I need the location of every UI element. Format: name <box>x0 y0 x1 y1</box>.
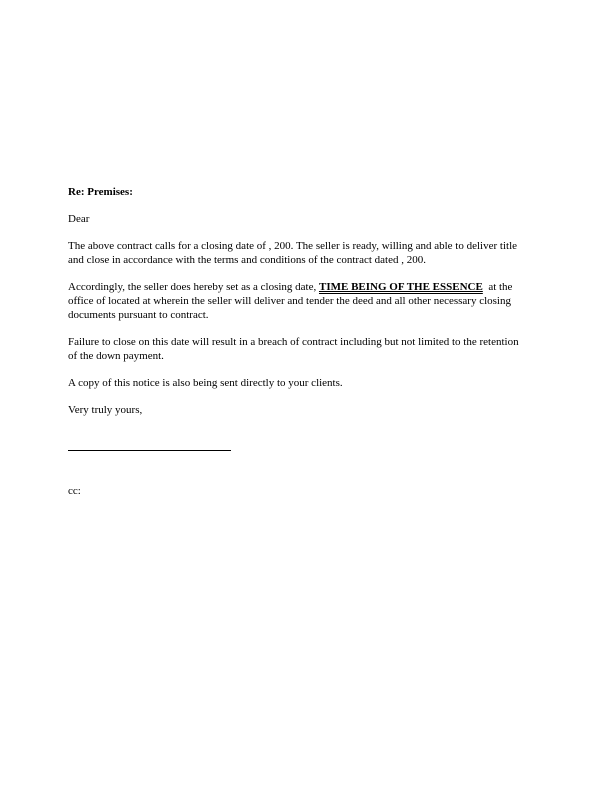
paragraph-text-after: at the office of located at wherein the seller will deliver and tender the deed and all other necessary closing documents pursuant to contract. <box>68 281 516 321</box>
letter-heading: Re: Premises: <box>68 186 133 198</box>
paragraph-breach-warning: Failure to close on this date will result in a breach of contract including but not limited to the retention of the down payment. <box>68 336 519 362</box>
cc-line: cc: <box>68 485 81 497</box>
paragraph-closing-date: The above contract calls for a closing date of , 200. The seller is ready, willing and able to deliver title and close in accordance with the terms and conditions of the contract dated , 200. <box>68 240 518 266</box>
paragraph-text-before: Accordingly, the seller does hereby set as a closing date, <box>68 281 319 293</box>
closing-phrase: Very truly yours, <box>68 404 143 416</box>
letter-body <box>68 185 528 498</box>
salutation: Dear <box>68 213 90 225</box>
signature-line <box>68 450 231 451</box>
paragraph-notice-copy: A copy of this notice is also being sent directly to your clients. <box>68 377 343 389</box>
paragraph-time-of-essence <box>68 280 528 322</box>
time-of-essence-emphasis: TIME BEING OF THE ESSENCE <box>318 281 483 293</box>
